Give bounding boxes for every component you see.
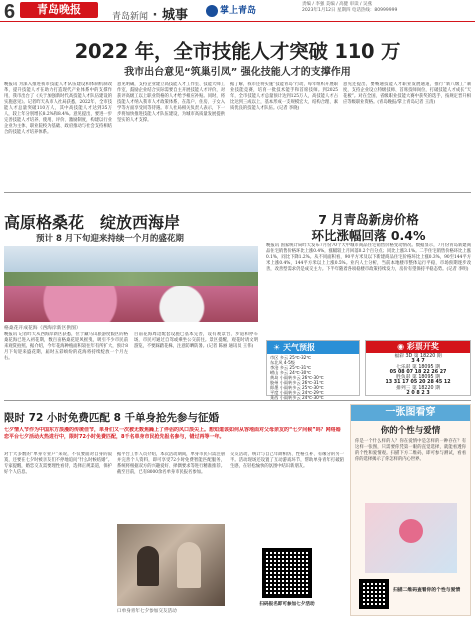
side-column <box>350 404 471 616</box>
divider <box>4 192 471 193</box>
section-prefix: 青岛新闻 <box>112 12 149 22</box>
side-qr-code[interactable] <box>359 579 389 609</box>
flower-photo-caption: 格桑花开成花海（西海岸新区供图） <box>4 326 81 331</box>
main-story-col2: 意见明确，支持企业建立高技能人才工作室、技能大师工作室，鼓励企业结合实际需要自主开展技能人才评价，对获评高级工以上职业资格的人才给予相应补贴。同时，将技能人才纳入我市人才政策体系，在落户、住房、子女入学等方面享受同等待遇。市人社局相关负责人表示，下一步将加快推进技能人才队伍建设，为城市高质量发展提供坚实的人才支撑。 <box>117 82 225 123</box>
lottery-header: ◉ 彩票开奖 <box>366 341 470 353</box>
logo-icon <box>206 5 218 17</box>
main-story-col1: 晚报讯 为深入推进我市技能人才队伍建设和体制机制改革，提升技能人才在助力打造现代产业体系中的支撑作用，我市出台了《关于加强新时代高技能人才队伍建设的实施意见》。记者昨天从市人社局获悉，2022年，全市技能人才总量突破110万人，其中高技能人才达到35万人，较上年分别增长8.2%和8.4%。意见提出，要进一步完善技能人才培养、使用、评价、激励制度，构建以行业企业为主体、职业院校为基础、政府推动与社会支持相结合的技能人才培养体系。 <box>4 82 112 135</box>
lottery-icon: ◉ <box>397 342 407 351</box>
sun-icon: ☀ <box>273 343 283 352</box>
main-story-col4: 意见还提出，要畅通技能人才职业发展通道，推行“新八级工”制度，支持企业设立特级技师、首席技师岗位，打破技能人才成长“天花板”。对在全国、省级职业技能大赛中获奖的选手，按规定晋升相应等级职业资格。(青岛晚报/掌上青岛记者 王清) <box>343 82 471 105</box>
side-headline: 一张图看穿 <box>351 405 470 421</box>
app-logo: 掌上青岛 <box>206 3 256 17</box>
lower-col1: 对于大多数的“单身专业户”来说，不仅要面对自身的寂寞，还要在七夕时被亲友们不停地追问“什么时候结婚”。专家提醒，婚恋交友需要理性看待，选择正规渠道，保护好个人信息。 <box>4 452 112 475</box>
divider <box>4 400 471 401</box>
lower-col2: 据平台工作人员介绍，本次活动期间，单身市民只需注册并完善个人资料，即可享受72小时免费智能匹配服务，系统将根据双方的兴趣爱好、择偶要求等进行精准推荐。截至目前，已有8000余名单身市民报名参加。 <box>117 452 225 475</box>
qr-code[interactable] <box>262 548 312 598</box>
lower-headline: 限时 72 小时免费匹配 8 千单身抢先参与征婚 <box>4 412 220 424</box>
side-qr-caption: 扫描二维码查看你的个性与爱情 <box>393 588 461 593</box>
lottery-list: 福彩 3D 第 18220 期 3 4 7 七乐彩 第 18095 期 05 08 07 18 22 26 27 胜负彩 第 18095 期 13 31 17 05 20 28 45 12 排列三 第 18220 期 2 0 8 2 3 <box>385 354 451 397</box>
section-title: 青岛新闻 · 城事 <box>112 8 189 23</box>
qr-caption: 扫码报名即可参加七夕活动 <box>259 602 315 607</box>
main-headline: 2022 年，全市技能人才突破 110 万 <box>74 40 401 63</box>
weather-list: 市区 多云 25℃-32℃ 东北风 4-5级 李沧 多云 25℃-31℃ 崂山 多云 24℃-30℃ 黄岛 小雨转多云 26℃-30℃ 胶州 小雨转多云 26℃-31℃ 即墨 小雨转多云 25℃-30℃ 平度 小雨转多云 24℃-29℃ 莱西 小雨转多云 24℃-30℃ <box>270 355 324 400</box>
flower-col1: 晚报讯 记者昨天从西海岸新区获悉，位于藏马山旅游度假区的格桑花海已进入初花期，数百亩格桑花迎风摇曳，吸引不少市民前来观赏拍照。据介绍，今年花海种植面积较往年有所扩大，预计8月下旬迎来盛花期，届时五彩缤纷的花海将持续绽放一个月左右。 <box>4 332 128 361</box>
side-illustration <box>365 503 457 573</box>
side-body: 你是一个什么样的人？你在爱情中是怎样的一种存在？有这样一张图，只需要你凭第一眼的直觉选择，就能看透你的个性和爱情观。扫描下方二维码，即可参与测试，看看你的选择揭示了你怎样的内心世界。 <box>355 439 466 462</box>
flower-subhead: 预计 8 月下旬迎来持续一个月的盛花期 <box>36 234 184 244</box>
lower-col3: 交友活动，统计与自己年龄相仿、性格互补、有缘分的另一半。活动现场还设置了互动游戏环节，帮助单身青年打破陌生感，在轻松愉快的氛围中结识新朋友。 <box>230 452 344 469</box>
paper-name: 青岛晚报 <box>20 2 98 18</box>
flower-headline: 高原格桑花 绽放西海岸 <box>4 213 181 232</box>
flower-photo <box>4 246 258 322</box>
lottery-box <box>365 340 471 396</box>
lower-photo-caption: 口单身青年七夕参加交友活动 <box>117 609 177 614</box>
cpi-headline: 7 月青岛新房价格 <box>318 212 419 227</box>
weather-box <box>266 340 360 400</box>
flower-col2: 目前花海周边配套设施已基本完善，设有观景台、步道和停车场，市民可通过自驾或乘坐公交前往。景区提醒，观花时请文明游览，不要踩踏花株，注意防晒防暑。(记者 陈丽 通讯员 王伟) <box>134 332 258 349</box>
weather-header: ☀ 天气预报 <box>267 341 359 354</box>
masthead <box>0 0 475 22</box>
main-story-col3: 据了解，我市还将实施“技能青岛”行动，每年组织开展职业技能竞赛，培育一批技术能手和首席技师。到2025年，全市技能人才总量预计达到125万人，高技能人才占比达到三成以上，基本形成一支规模宏大、结构合理、素质优良的技能人才队伍。(记者 李晓) <box>230 82 338 111</box>
lower-photo <box>117 524 225 606</box>
cpi-body: 晚报讯 国家统计局昨天发布7月份70个大中城市商品住宅销售价格变动情况。数据显示，7月份青岛新建商品住宅销售价格环比上涨0.4%，涨幅较上月回落0.2个百分点；同比上涨3.1%。二手住宅销售价格环比上涨0.1%，同比下降1.2%。从不同面积看，90平方米及以下新建商品住宅价格环比上涨0.3%，90至144平方米上涨0.4%，144平方米以上上涨0.5%。业内人士分析，当前本地楼市整体运行平稳，市场预期逐步改善，改善型需求仍是成交主力。下半年随着各项稳楼市政策持续发力，房价有望保持平稳态势。(记者 李明) <box>266 243 471 272</box>
page-number: 6 <box>4 1 16 23</box>
main-subhead: 我市出台意见“筑巢引凤” 强化技能人才的支撑作用 <box>124 67 351 78</box>
cpi-headline2: 环比涨幅回落 0.4% <box>311 228 426 243</box>
section-main: 城事 <box>162 8 189 23</box>
side-subhead: 你的个性与爱情 <box>380 426 441 436</box>
page-meta: 责编 / 李强 美编 / 高健 审读 / 吴燕 2023年1月12日 星期四 电话热线：80999999 <box>302 2 398 13</box>
lower-intro: 七夕情人节作为中国东方浪漫的传统佳节，单身们又一次被无数焦躁上了伴侣的风口浪尖上。想知道该如何从容地面对父母亲友的“七夕问候”吗？网络婚恋平台七夕活动火热进行中，限时72小时免费匹配，8千名单身市民抢先报名参与，错过再等一年。 <box>4 427 341 440</box>
